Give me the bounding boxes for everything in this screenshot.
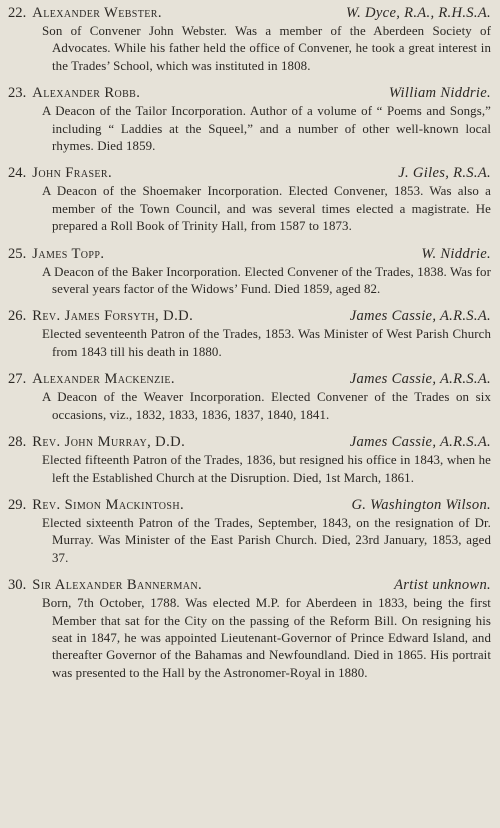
entry-artist: William Niddrie. bbox=[388, 85, 491, 102]
entry-artist: J. Giles, R.S.A. bbox=[398, 165, 491, 182]
entry-number: 23. bbox=[8, 85, 27, 102]
entry-name: Sir Alexander Bannerman. bbox=[32, 577, 203, 594]
entry-23 bbox=[8, 84, 491, 155]
entry-number: 25. bbox=[8, 245, 27, 262]
entry-number: 28. bbox=[8, 434, 27, 451]
entry-artist: James Cassie, A.R.S.A. bbox=[349, 371, 491, 388]
entry-29 bbox=[8, 496, 491, 567]
entry-heading bbox=[8, 370, 491, 388]
entry-heading bbox=[8, 496, 491, 514]
entry-24 bbox=[8, 164, 491, 235]
entry-number: 27. bbox=[8, 371, 27, 388]
entry-heading bbox=[8, 164, 491, 182]
entry-title bbox=[8, 370, 175, 388]
entry-number: 22. bbox=[8, 5, 27, 21]
entry-name: Rev. Simon Mackintosh. bbox=[32, 496, 185, 513]
entry-artist: G. Washington Wilson. bbox=[351, 496, 491, 513]
entry-title bbox=[8, 433, 185, 451]
entry-artist: James Cassie, A.R.S.A. bbox=[349, 434, 491, 451]
entry-description: A Deacon of the Weaver Incorporation. Elected Convener of the Trades on six occasions, viz., 1832, 1833, 1836, 1837, 1840, 1841. bbox=[42, 390, 491, 422]
entry-number: 24. bbox=[8, 165, 27, 182]
entry-title bbox=[8, 496, 184, 514]
entry-title bbox=[8, 307, 193, 325]
entry-number: 26. bbox=[8, 308, 27, 325]
entry-description: Son of Convener John Webster. Was a member of the Aberdeen Society of Advocates. While his father held the office of Convener, he took a great interest in the Trades’ School, which was instituted in 1808. bbox=[42, 24, 491, 73]
entry-heading bbox=[8, 4, 491, 22]
entry-artist: W. Dyce, R.A., R.H.S.A. bbox=[346, 5, 491, 21]
entry-heading bbox=[8, 84, 491, 102]
entry-25 bbox=[8, 245, 491, 299]
entry-title bbox=[8, 576, 202, 594]
entry-27 bbox=[8, 370, 491, 424]
entry-heading bbox=[8, 433, 491, 451]
entry-title bbox=[8, 245, 104, 263]
entry-name: Rev. James Forsyth, D.D. bbox=[32, 308, 194, 325]
entry-artist: James Cassie, A.R.S.A. bbox=[349, 308, 491, 325]
entry-description: Elected fifteenth Patron of the Trades, 1836, but resigned his office in 1843, when he left the Established Church at the Disruption. Died, 1st March, 1861. bbox=[42, 453, 491, 485]
entry-title bbox=[8, 164, 112, 182]
entry-name: John Fraser. bbox=[32, 165, 113, 182]
entry-description: Born, 7th October, 1788. Was elected M.P. for Aberdeen in 1833, being the first Member that sat for the City on the passing of the Reform Bill. On resigning his seat in 1847, he was appointed Lieutenant-Governor of Prince Edward Island, and thereafter Governor of the Bahamas and Newfoundland. Died in 1865. His portrait was presented to the Hall by the Astronomer-Royal in 1880. bbox=[42, 596, 491, 680]
entry-heading bbox=[8, 576, 491, 594]
entry-30 bbox=[8, 576, 491, 682]
entry-name: Alexander Webster. bbox=[32, 5, 162, 21]
entry-title bbox=[8, 84, 140, 102]
entry-artist: Artist unknown. bbox=[394, 577, 491, 594]
entry-title bbox=[8, 4, 162, 22]
entry-number: 30. bbox=[8, 577, 27, 594]
entry-description: A Deacon of the Tailor Incorporation. Author of a volume of “ Poems and Songs,” including “ Laddies at the Squeel,” and a number of other well-known local rhymes. Died 1859. bbox=[42, 104, 491, 154]
entry-28 bbox=[8, 433, 491, 487]
entry-heading bbox=[8, 245, 491, 263]
entry-name: Rev. John Murray, D.D. bbox=[32, 434, 186, 451]
entry-description: Elected sixteenth Patron of the Trades, September, 1843, on the resignation of Dr. Murray. Was Minister of the East Parish Church. Died, 23rd January, 1853, aged 37. bbox=[42, 515, 491, 565]
entry-name: Alexander Mackenzie. bbox=[32, 371, 175, 388]
entry-heading bbox=[8, 307, 491, 325]
entry-name: Alexander Robb. bbox=[32, 85, 141, 102]
entry-description: A Deacon of the Baker Incorporation. Elected Convener of the Trades, 1838. Was for several years factor of the Widows’ Fund. Died 1859, aged 82. bbox=[42, 264, 491, 297]
entry-description: Elected seventeenth Patron of the Trades, 1853. Was Minister of West Parish Church from 1843 till his death in 1880. bbox=[42, 327, 491, 359]
entry-26 bbox=[8, 307, 491, 361]
entry-artist: W. Niddrie. bbox=[421, 245, 491, 262]
entry-name: James Topp. bbox=[32, 245, 105, 262]
entry-number: 29. bbox=[8, 496, 27, 513]
entry-description: A Deacon of the Shoemaker Incorporation. Elected Convener, 1853. Was also a member of the Town Council, and was several times elected a magistrate. He prepared a Roll Book of Trinity Hall, from 1587 to 1873. bbox=[42, 184, 491, 234]
entry-22 bbox=[8, 4, 491, 75]
